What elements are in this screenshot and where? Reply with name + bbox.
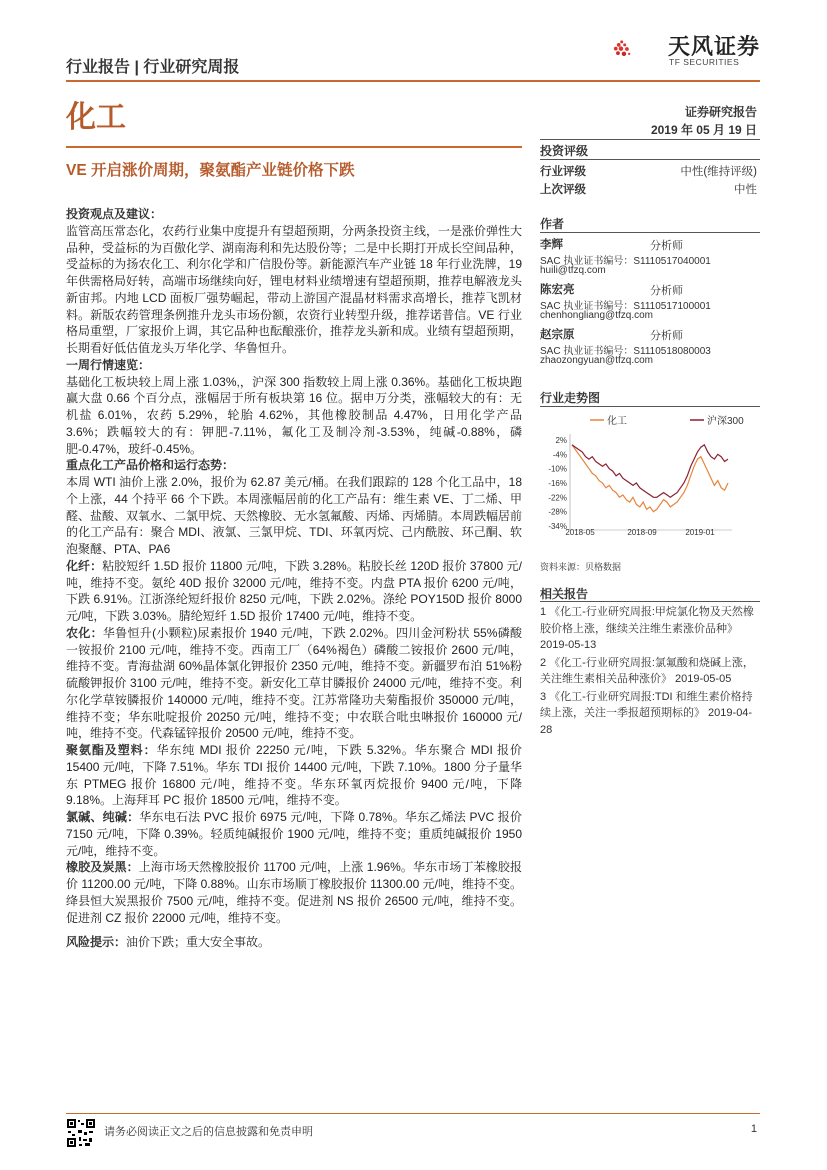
report-title: VE 开启涨价周期，聚氨酯产业链价格下跌	[66, 162, 355, 179]
report-body	[66, 206, 522, 951]
y-tick-label: -22%	[548, 493, 567, 503]
analyst-name: 赵宗原	[540, 329, 575, 341]
trend-divider	[540, 406, 760, 407]
section-heading: 一周行情速览：	[66, 357, 151, 372]
x-tick-label: 2019-01	[685, 528, 715, 537]
paragraph: 聚氨酯及塑料：华东纯 MDI 报价 22250 元/吨，下跌 5.32%。华东聚合 MDI 报价 15400 元/吨，下降 7.51%。华东 TDI 报价 14400 元/吨，下跌 7.10%。1800 分子量华东 PTMEG 报价 16800 元/吨，维持不变。华东环氧丙烷报价 9400 元/吨，下降 9.18%。上海拜耳 PC 报价 18500 元/吨，维持不变。	[66, 743, 522, 808]
paragraph: 化纤：粘胶短纤 1.5D 报价 11800 元/吨，下跌 3.28%。粘胶长丝 120D 报价 37800 元/吨，维持不变。氨纶 40D 报价 32000 元/吨，维持不变。内盘 PTA 报价 6200 元/吨，下跌 6.91%。江浙涤纶短纤报价 8250 元/吨，下跌 2.02%。涤纶 POY150D 报价 8000 元/吨，下跌 3.03%。腈纶短纤 1.5D 报价 17400 元/吨，维持不变。	[66, 558, 522, 623]
page-number: 1	[750, 1123, 757, 1135]
footer-divider	[66, 1113, 760, 1114]
y-tick-label: -10%	[548, 464, 567, 474]
y-tick-label: -34%	[548, 522, 567, 531]
analyst-role: 分析师	[650, 330, 683, 342]
x-tick-label: 2018-05	[565, 528, 595, 537]
paragraph: 本周 WTI 油价上涨 2.0%，报价为 62.87 美元/桶。在我们跟踪的 128 个化工品中，18 个上涨，44 个持平 66 个下跌。本周涨幅居前的化工产品有：维生素 VE、丁二烯、甲醛、盐酸、双氧水、二氯甲烷、天然橡胶、无水氢氟酸、丙烯、丙烯腈。本周跌幅居前的化工产品有：聚合 MDI、液氯、三氯甲烷、TDI、环氧丙烷、己内酰胺、环己酮、软泡聚醚、PTA、PA6	[66, 475, 523, 556]
paragraph: 监管高压常态化，农药行业集中度提升有望超预期，分两条投资主线，一是涨价弹性大品种，受益标的为百傲化学、湖南海利和先达股份等；二是中长期打开成长空间品种，受益标的为扬农化工、利尔化学和广信股份等。新能源汽车产业链 18 年行业洗牌，19 年供需格局好转，高端市场继续向好，锂电材料业绩增速有望超预期，推荐电解液龙头新宙邦。内地 LCD 面板厂强势崛起，带动上游国产混晶材料需求高增长，推荐飞凯材料。新版农药管理条例推升龙头市场份额，农资行业转型升级，推荐诺普信。VE 行业格局重塑，厂家报价上调，其它品种也酝酿涨价，推荐龙头新和成。业绩有望超预期，长期看好低估值龙头万华化学、华鲁恒升。	[66, 223, 523, 355]
related-header: 相关报告	[540, 587, 589, 601]
analyst-cert: SAC 执业证书编号：S1110517100001	[540, 301, 711, 312]
footer-disclaimer[interactable]: 请务必阅读正文之后的信息披露和免责申明	[104, 1126, 313, 1138]
header-divider	[66, 80, 760, 82]
industry-trend-chart	[540, 410, 744, 540]
related-report-link[interactable]: 1 《化工-行业研究周报:甲烷氯化物及天然橡胶价格上涨，继续关注维生素涨价品种》 2019-05-13	[540, 606, 754, 651]
report-kind: 证券研究报告	[684, 105, 757, 119]
title-divider	[66, 146, 522, 148]
chart-legend	[590, 414, 744, 427]
related-report-link[interactable]: 2 《化工-行业研究周报:氯氟酸和烧碱上涨，关注维生素相关品种涨价》 2019-05-05	[540, 656, 754, 685]
previous-rating-label: 上次评级	[540, 184, 586, 196]
y-tick-label: -16%	[548, 479, 567, 488]
industry-title: 化工	[66, 101, 126, 134]
analyst-email[interactable]: zhaozongyuan@tfzq.com	[540, 355, 653, 366]
legend-label: 沪深300	[707, 416, 744, 427]
y-tick-label: -4%	[552, 450, 567, 460]
paragraph: 农化：华鲁恒升(小颗粒)尿素报价 1940 元/吨，下跌 2.02%。四川金河粉状 55%磷酸一铵报价 2100 元/吨，维持不变。西南工厂（64%褐色）磷酸二铵报价 2600 元/吨，维持不变。青海盐湖 60%晶体氯化钾报价 2350 元/吨，维持不变。新疆罗布泊 51%粉硫酸钾报价 3100 元/吨，维持不变。新安化工草甘膦报价 24000 元/吨，维持不变。利尔化学草铵膦报价 140000 元/吨，维持不变。江苏常隆功夫菊酯报价 350000 元/吨，维持不变；华东吡啶报价 20250 元/吨，维持不变；中农联合吡虫啉报价 160000 元/吨，维持不变。代森锰锌报价 20500 元/吨，维持不变。	[66, 625, 522, 741]
related-report-link[interactable]: 3 《化工-行业研究周报:TDI 和维生素价格持续上涨，关注一季报超预期标的》 2019-04-28	[540, 690, 753, 736]
section-heading: 投资观点及建议：	[66, 207, 163, 221]
logo-subtitle: TF SECURITIES	[669, 57, 740, 67]
rating-divider	[540, 159, 760, 160]
section-heading: 重点化工产品价格和运行态势：	[66, 458, 235, 473]
rating-header: 投资评级	[540, 144, 589, 158]
analyst-name: 陈宏亮	[540, 284, 575, 296]
qr-code-icon	[66, 1118, 96, 1148]
risk-warning: 风险提示：油价下跌；重大安全事故。	[66, 935, 271, 950]
analyst-role: 分析师	[650, 285, 683, 297]
x-tick-label: 2018-09	[627, 528, 657, 537]
paragraph: 基础化工板块较上周上涨 1.03%,，沪深 300 指数较上周上涨 0.36%。基础化工板块跑赢大盘 0.66 个百分点，涨幅居于所有板块第 16 位。据申万分类，涨幅较大的有：无机盐 6.01%，农药 5.29%，轮胎 4.62%，其他橡胶制品 4.47%，日用化学产品 3.6%；跌幅较大的有：钾肥-7.11%，氟化工及制冷剂-3.53%，纯碱-0.88%，磷肥-0.47%，玻纤-0.45%。	[66, 374, 522, 456]
report-type-label: 行业报告 | 行业研究周报	[66, 59, 240, 76]
sidebar-top-divider	[540, 139, 760, 140]
previous-rating-value: 中性	[734, 184, 757, 196]
chart-source: 资料来源：贝格数据	[540, 562, 622, 572]
analyst-name: 李辉	[540, 239, 563, 251]
analyst-cert: SAC 执业证书编号：S1110517040001	[540, 256, 711, 267]
tf-logo-icon	[612, 24, 668, 74]
related-reports-list	[540, 604, 760, 739]
y-tick-label: 2%	[555, 436, 567, 445]
paragraph: 橡胶及炭黑：上海市场天然橡胶报价 11700 元/吨，上涨 1.96%。华东市场丁苯橡胶报价 11200.00 元/吨，下降 0.88%。山东市场顺丁橡胶报价 11300.00 元/吨，维持不变。绛县恒大炭黑报价 7500 元/吨，维持不变。促进剂 NS 报价 26500 元/吨，维持不变。促进剂 CZ 报价 22000 元/吨，维持不变。	[66, 860, 522, 925]
industry-rating-label: 行业评级	[540, 166, 586, 178]
series-line-chemical	[572, 445, 728, 512]
analyst-cert: SAC 执业证书编号：S1110518080003	[540, 346, 711, 357]
analyst-role: 分析师	[650, 240, 683, 252]
analyst-email[interactable]: huili@tfzq.com	[540, 265, 606, 276]
authors-divider	[540, 232, 760, 233]
paragraph: 氯碱、纯碱：华东电石法 PVC 报价 6975 元/吨，下降 0.78%。华东乙烯法 PVC 报价 7150 元/吨，下降 0.39%。轻质纯碱报价 1900 元/吨，维持不变；重质纯碱报价 1950 元/吨，维持不变。	[66, 810, 522, 858]
authors-header: 作者	[540, 217, 565, 231]
logo-name: 天风证券	[668, 34, 761, 59]
industry-rating-value: 中性(维持评级)	[680, 166, 757, 178]
analyst-email[interactable]: chenhongliang@tfzq.com	[540, 310, 653, 321]
series-line-hs300	[572, 445, 728, 498]
trend-header: 行业走势图	[540, 391, 601, 405]
y-tick-label: -28%	[548, 507, 567, 517]
report-date: 2019 年 05 月 19 日	[650, 123, 757, 137]
related-divider	[540, 601, 760, 602]
legend-label: 化工	[607, 416, 627, 427]
